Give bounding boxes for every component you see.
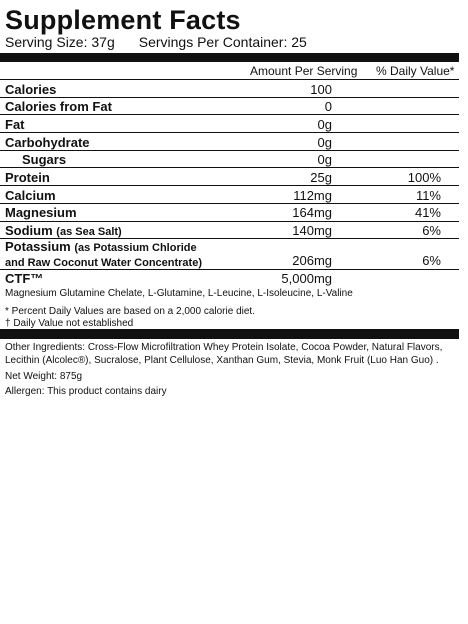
column-header-amount: Amount Per Serving	[250, 64, 358, 78]
nutrient-name: Carbohydrate	[5, 134, 90, 150]
nutrient-rows	[0, 80, 459, 305]
nutrient-amount: 5,000mg	[281, 271, 332, 287]
nutrient-name: Calories from Fat	[5, 99, 112, 115]
nutrient-amount: 112mg	[293, 187, 332, 203]
other-ingredients: Other Ingredients: Cross-Flow Microfiltration Whey Protein Isolate, Cocoa Powder, Natural Flavors, Lecithin (Alcolec®), Sucralose, Plant Cellulose, Xanthan Gum, Stevia, Monk Fruit (Luo Han Guo) .	[5, 342, 443, 366]
nutrient-amount: 0g	[317, 134, 332, 150]
nutrient-name	[5, 240, 202, 270]
nutrient-amount: 0	[324, 99, 332, 115]
nutrient-name: Magnesium	[5, 205, 77, 221]
nutrient-amount: 100	[310, 81, 332, 97]
nutrient-amount: 206mg	[292, 253, 332, 269]
footnote-dagger: † Daily Value not established	[5, 318, 134, 329]
row-calories	[0, 80, 459, 98]
nutrient-daily-value: 41%	[414, 205, 441, 221]
nutrient-name-main: Sodium	[5, 223, 53, 238]
nutrient-daily-value: 100%	[407, 169, 441, 185]
serving-info	[5, 33, 307, 51]
net-weight: Net Weight: 875g	[5, 370, 83, 382]
column-header-daily-value: % Daily Value*	[376, 64, 455, 78]
blend-ingredients: Magnesium Glutamine Chelate, L-Glutamine, L-Leucine, L-Isoleucine, L-Valine	[5, 288, 353, 300]
nutrient-name: Sugars	[22, 152, 67, 168]
row-sugars	[0, 151, 459, 169]
servings-per-container: Servings Per Container: 25	[138, 34, 307, 50]
nutrient-source: (as Sea Salt)	[56, 226, 122, 238]
allergen-statement: Allergen: This product contains dairy	[5, 386, 167, 398]
row-carbohydrate	[0, 133, 459, 151]
nutrient-name: Fat	[5, 116, 25, 132]
serving-size: Serving Size: 37g	[5, 34, 115, 50]
other-info	[5, 342, 455, 402]
nutrient-name: Calcium	[5, 187, 56, 203]
nutrient-amount: 25g	[310, 169, 332, 185]
nutrient-name: CTF™	[5, 271, 44, 287]
nutrient-name-main: Potassium	[5, 239, 71, 255]
footnotes	[5, 306, 255, 330]
footnote-percent: * Percent Daily Values are based on a 2,000 calorie diet.	[5, 306, 255, 317]
nutrient-daily-value: 6%	[422, 223, 441, 238]
row-sodium	[0, 222, 459, 240]
row-protein	[0, 168, 459, 186]
row-calcium	[0, 186, 459, 204]
nutrient-amount: 0g	[317, 152, 332, 168]
nutrient-name	[5, 223, 122, 240]
nutrient-name: Protein	[5, 169, 50, 185]
row-ctf	[0, 270, 459, 305]
nutrient-source-line1: (as Potassium Chloride	[74, 242, 197, 255]
nutrient-source-line2: and Raw Coconut Water Concentrate)	[5, 257, 202, 270]
thick-divider-bottom	[0, 329, 459, 339]
nutrient-name: Calories	[5, 81, 57, 97]
thick-divider-top	[0, 53, 459, 62]
nutrient-amount: 164mg	[292, 205, 332, 221]
nutrient-amount: 0g	[317, 116, 332, 132]
panel-title: Supplement Facts	[5, 5, 241, 35]
row-calories-from-fat	[0, 98, 459, 116]
row-magnesium	[0, 204, 459, 222]
nutrient-daily-value: 6%	[422, 253, 441, 269]
row-fat	[0, 115, 459, 133]
nutrient-amount: 140mg	[292, 223, 332, 238]
row-potassium	[0, 239, 459, 270]
nutrient-daily-value: 11%	[415, 187, 441, 203]
